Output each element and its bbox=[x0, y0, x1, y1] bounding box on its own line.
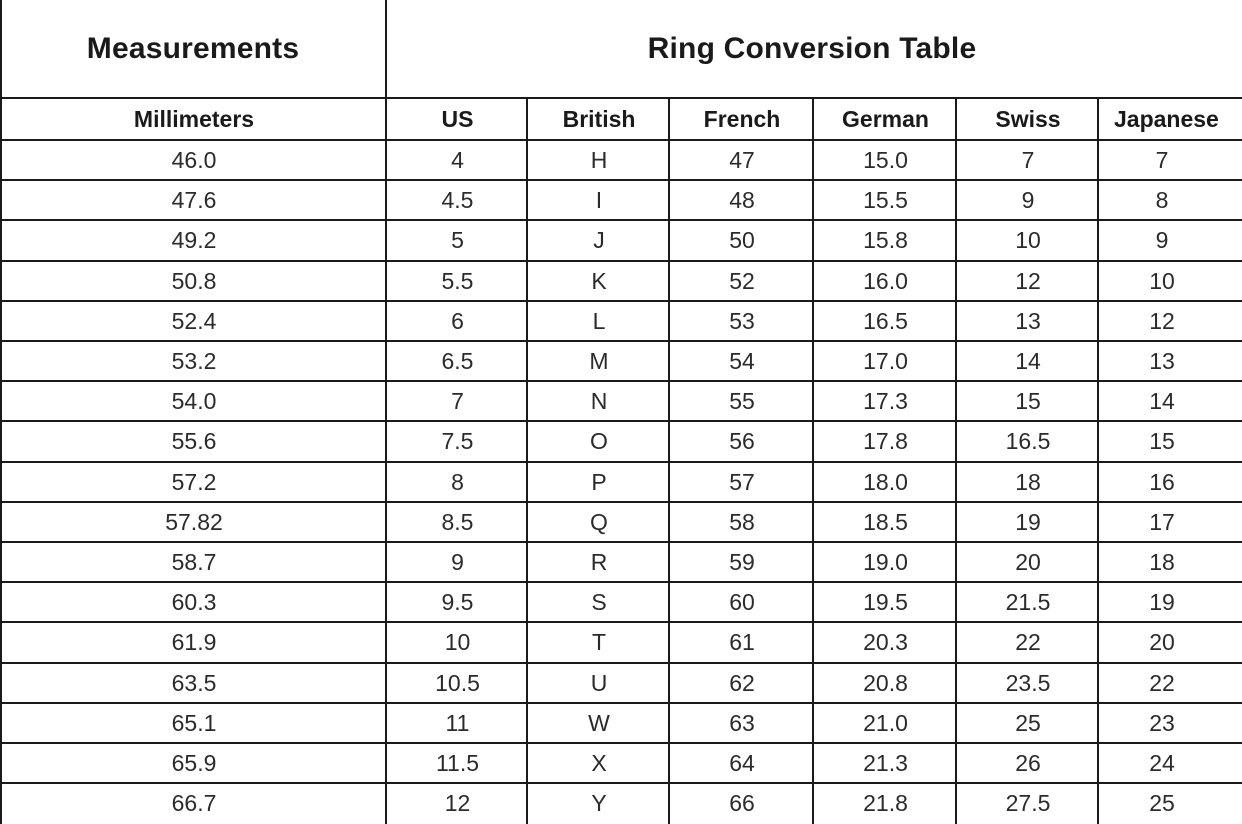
cell-us: 12 bbox=[444, 789, 471, 816]
cell-german: 17.0 bbox=[863, 347, 908, 374]
cell-us: 5 bbox=[451, 226, 464, 253]
cell-french: 58 bbox=[729, 508, 755, 535]
cell-swiss: 25 bbox=[1015, 709, 1041, 736]
cell-millimeters: 54.0 bbox=[171, 387, 217, 414]
cell-german: 20.8 bbox=[863, 669, 908, 696]
cell-british: R bbox=[590, 548, 608, 575]
cell-french: 56 bbox=[729, 427, 755, 454]
cell-millimeters: 55.6 bbox=[171, 427, 217, 454]
cell-french: 66 bbox=[729, 789, 755, 816]
column-header-british: British bbox=[562, 105, 636, 132]
cell-japanese: 7 bbox=[1155, 146, 1169, 173]
cell-swiss: 15 bbox=[1015, 387, 1041, 414]
column-header-millimeters: Millimeters bbox=[133, 105, 255, 132]
cell-japanese: 10 bbox=[1149, 267, 1175, 294]
cell-japanese: 16 bbox=[1149, 468, 1175, 495]
conversion-table-title: Ring Conversion Table bbox=[647, 32, 977, 65]
cell-british: M bbox=[589, 347, 609, 374]
cell-japanese: 19 bbox=[1149, 588, 1175, 615]
cell-german: 15.0 bbox=[863, 146, 908, 173]
cell-british: H bbox=[590, 146, 608, 173]
cell-french: 54 bbox=[729, 347, 755, 374]
column-header-french: French bbox=[703, 105, 781, 132]
cell-german: 19.5 bbox=[863, 588, 908, 615]
cell-german: 15.8 bbox=[863, 226, 908, 253]
cell-french: 48 bbox=[729, 186, 755, 213]
cell-german: 21.0 bbox=[863, 709, 908, 736]
cell-french: 53 bbox=[729, 307, 755, 334]
cell-german: 21.3 bbox=[863, 749, 908, 776]
measurements-title: Measurements bbox=[86, 32, 300, 65]
cell-japanese: 8 bbox=[1155, 186, 1169, 213]
cell-british: O bbox=[590, 427, 608, 454]
column-header-us: US bbox=[441, 105, 474, 132]
cell-millimeters: 63.5 bbox=[171, 669, 217, 696]
cell-swiss: 10 bbox=[1015, 226, 1041, 253]
cell-us: 4 bbox=[451, 146, 464, 173]
cell-german: 20.3 bbox=[863, 628, 908, 655]
cell-swiss: 26 bbox=[1015, 749, 1041, 776]
cell-british: X bbox=[591, 749, 607, 776]
cell-british: I bbox=[595, 186, 603, 213]
column-header-japanese: Japanese bbox=[1114, 105, 1219, 132]
cell-millimeters: 65.1 bbox=[171, 709, 217, 736]
cell-us: 8 bbox=[451, 468, 464, 495]
cell-german: 15.5 bbox=[863, 186, 908, 213]
cell-swiss: 23.5 bbox=[1005, 669, 1051, 696]
cell-millimeters: 61.9 bbox=[171, 628, 217, 655]
cell-us: 9.5 bbox=[441, 588, 474, 615]
cell-us: 10 bbox=[444, 628, 471, 655]
cell-millimeters: 50.8 bbox=[171, 267, 217, 294]
cell-japanese: 9 bbox=[1155, 226, 1169, 253]
cell-french: 63 bbox=[729, 709, 755, 736]
cell-millimeters: 47.6 bbox=[171, 186, 217, 213]
cell-british: P bbox=[591, 468, 607, 495]
cell-german: 19.0 bbox=[863, 548, 908, 575]
cell-swiss: 19 bbox=[1015, 508, 1041, 535]
cell-millimeters: 57.2 bbox=[171, 468, 217, 495]
cell-us: 6.5 bbox=[441, 347, 474, 374]
cell-japanese: 24 bbox=[1149, 749, 1175, 776]
cell-french: 57 bbox=[729, 468, 755, 495]
cell-millimeters: 49.2 bbox=[171, 226, 217, 253]
cell-german: 16.5 bbox=[863, 307, 908, 334]
cell-swiss: 16.5 bbox=[1005, 427, 1051, 454]
cell-swiss: 22 bbox=[1015, 628, 1041, 655]
cell-japanese: 20 bbox=[1149, 628, 1175, 655]
cell-british: S bbox=[591, 588, 607, 615]
cell-us: 7.5 bbox=[441, 427, 474, 454]
cell-french: 55 bbox=[729, 387, 755, 414]
cell-us: 9 bbox=[451, 548, 464, 575]
cell-us: 4.5 bbox=[441, 186, 474, 213]
cell-millimeters: 60.3 bbox=[171, 588, 217, 615]
cell-us: 11.5 bbox=[435, 749, 480, 776]
cell-french: 50 bbox=[729, 226, 755, 253]
cell-french: 61 bbox=[729, 628, 755, 655]
cell-us: 10.5 bbox=[435, 669, 480, 696]
cell-us: 6 bbox=[451, 307, 464, 334]
cell-swiss: 14 bbox=[1015, 347, 1041, 374]
cell-german: 18.0 bbox=[863, 468, 908, 495]
cell-japanese: 23 bbox=[1149, 709, 1175, 736]
cell-japanese: 18 bbox=[1149, 548, 1175, 575]
cell-japanese: 17 bbox=[1149, 508, 1175, 535]
cell-german: 18.5 bbox=[863, 508, 908, 535]
cell-british: Y bbox=[591, 789, 607, 816]
cell-swiss: 21.5 bbox=[1005, 588, 1051, 615]
cell-british: K bbox=[591, 267, 607, 294]
cell-millimeters: 66.7 bbox=[171, 789, 217, 816]
cell-japanese: 15 bbox=[1149, 427, 1175, 454]
cell-millimeters: 58.7 bbox=[171, 548, 217, 575]
column-header-swiss: Swiss bbox=[995, 105, 1061, 132]
cell-japanese: 25 bbox=[1149, 789, 1175, 816]
cell-millimeters: 53.2 bbox=[171, 347, 217, 374]
cell-millimeters: 65.9 bbox=[171, 749, 217, 776]
cell-japanese: 14 bbox=[1149, 387, 1175, 414]
cell-french: 47 bbox=[729, 146, 755, 173]
cell-us: 8.5 bbox=[441, 508, 474, 535]
cell-british: T bbox=[591, 628, 607, 655]
cell-us: 11 bbox=[445, 709, 470, 736]
cell-french: 64 bbox=[729, 749, 755, 776]
cell-swiss: 13 bbox=[1015, 307, 1041, 334]
cell-swiss: 9 bbox=[1021, 186, 1035, 213]
cell-british: U bbox=[590, 669, 608, 696]
cell-british: J bbox=[593, 226, 605, 253]
cell-millimeters: 57.82 bbox=[165, 508, 223, 535]
cell-french: 60 bbox=[729, 588, 755, 615]
cell-swiss: 7 bbox=[1021, 146, 1035, 173]
cell-german: 17.8 bbox=[863, 427, 908, 454]
cell-french: 52 bbox=[729, 267, 755, 294]
cell-german: 21.8 bbox=[863, 789, 908, 816]
cell-german: 16.0 bbox=[863, 267, 908, 294]
cell-swiss: 20 bbox=[1015, 548, 1041, 575]
cell-british: Q bbox=[590, 508, 608, 535]
column-header-german: German bbox=[842, 105, 929, 132]
cell-french: 59 bbox=[729, 548, 755, 575]
cell-british: N bbox=[590, 387, 608, 414]
cell-millimeters: 52.4 bbox=[171, 307, 217, 334]
cell-japanese: 13 bbox=[1149, 347, 1175, 374]
cell-swiss: 18 bbox=[1015, 468, 1041, 495]
cell-french: 62 bbox=[729, 669, 755, 696]
cell-swiss: 12 bbox=[1015, 267, 1041, 294]
cell-british: L bbox=[592, 307, 606, 334]
cell-british: W bbox=[588, 709, 610, 736]
cell-swiss: 27.5 bbox=[1005, 789, 1051, 816]
cell-japanese: 12 bbox=[1149, 307, 1175, 334]
cell-us: 5.5 bbox=[441, 267, 474, 294]
cell-millimeters: 46.0 bbox=[171, 146, 217, 173]
cell-japanese: 22 bbox=[1149, 669, 1175, 696]
cell-german: 17.3 bbox=[863, 387, 908, 414]
cell-us: 7 bbox=[451, 387, 464, 414]
